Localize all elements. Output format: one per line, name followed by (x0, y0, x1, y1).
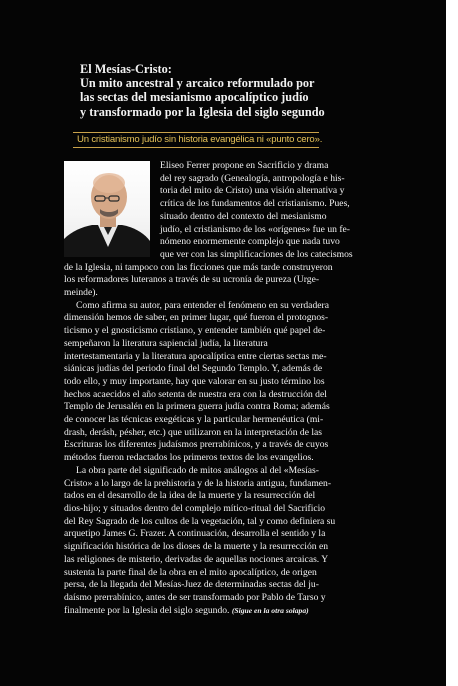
text-line: toria del mito de Cristo) una visión alternativa y (160, 185, 345, 197)
text-line: que ver con las simplificaciones de los catecismos (160, 248, 353, 260)
title-line: El Mesías-Cristo: (80, 62, 172, 76)
text-line: intertestamentaria y la literatura apocalíptica entre ciertas sectas me- (64, 350, 327, 362)
text-line: nómeno enormemente complejo que nada tuvo (160, 236, 340, 248)
text-line: daísmo prerrabínico, antes de ser transformado por Pablo de Tarso y (64, 591, 326, 603)
text-line: Eliseo Ferrer propone en Sacrificio y drama (160, 160, 329, 171)
text-line-content: finalmente por la Iglesia del siglo segundo. (64, 604, 230, 616)
paragraph-2 (64, 300, 351, 465)
title-line: y transformado por la Iglesia del siglo segundo (80, 104, 325, 119)
text-line: significación histórica de los dioses de la muerte y la resurrección en (64, 541, 329, 553)
text-line: persa, de la llegada del Mesías-Juez de determinadas sectas del ju- (64, 579, 319, 591)
text-line: Como afirma su autor, para entender el fenómeno en su verdadera (76, 299, 329, 311)
text-line: del rey sagrado (Genealogía, antropología e his- (160, 172, 345, 184)
title-line: las sectas del mesianismo apocalíptico judío (80, 90, 309, 105)
subtitle-rule-bottom (73, 147, 319, 148)
title-line: Un mito ancestral y arcaico reformulado por (80, 76, 315, 91)
text-line: todo ello, y muy importante, hay que valorar en su justo término los (64, 375, 325, 387)
text-line: situado dentro del contexto del mesianismo (160, 210, 327, 222)
subtitle: Un cristianismo judío sin historia evangélica ni «punto cero». (77, 134, 323, 145)
text-line: tados en el desarrollo de la idea de la muerte y la resurrección del (64, 490, 316, 502)
synopsis-text (64, 160, 351, 617)
text-line: de la Iglesia, ni tampoco con las ficciones que más tarde construyeron (64, 261, 333, 273)
paragraph-3 (64, 465, 351, 617)
paragraph-1 (64, 160, 351, 300)
text-line: crítica de los fundamentos del cristianismo. Pues, (160, 198, 350, 210)
text-line: dimensión hemos de saber, en primer lugar, qué fueron el protognos- (64, 312, 329, 324)
text-line: del Rey Sagrado de los cultos de la vegetación, tal y como definiera su (64, 515, 336, 527)
text-line: dios-hijo; y situados dentro del complejo mítico-ritual del Sacrificio (64, 502, 326, 514)
text-line: Escrituras los diferentes judaísmos prerrabínicos, y a través de cuyos (64, 439, 329, 451)
text-line: sustenta la parte final de la obra en el mito apocalíptico, de origen (64, 566, 317, 578)
text-line: de conocer las técnicas exegéticas y la particular hermenéutica (mi- (64, 414, 324, 426)
text-line: sempeñaron la literatura sapiencial judía, la literatura (64, 337, 268, 349)
text-line: judío, el cristianismo de los «orígenes» fue un fe- (160, 223, 350, 235)
continuation-note: (Sigue en la otra solapa) (231, 605, 309, 615)
text-line (64, 605, 351, 618)
text-line: siánicas judías del periodo final del Segundo Templo. Y, además de (64, 363, 323, 375)
text-line: las religiones de misterio, derivadas de aquellas nociones arcaicas. Y (64, 553, 329, 565)
book-title (80, 62, 380, 119)
page-edge (446, 0, 458, 686)
text-line: arquetipo James G. Frazer. A continuación, desarrolla el sentido y la (64, 528, 326, 540)
text-line: Cristo» a lo largo de la prehistoria y de la historia antigua, fundamen- (64, 477, 332, 489)
text-line: ticismo y el gnosticismo cristiano, y entender también qué papel de- (64, 325, 326, 337)
text-line: métodos fueron redactados los primeros textos de los evangelios. (64, 452, 314, 464)
text-line: Templo de Jerusalén en la primera guerra judía contra Roma; además (64, 401, 330, 413)
text-line: los reformadores luteranos a través de su ucronía de pureza (Urge- (64, 274, 320, 286)
text-line: hechos acaecidos el año setenta de nuestra era con la destrucción del (64, 388, 327, 400)
text-line: drash, derásh, pésher, etc.) que utilizaron en la interpretación de las (64, 426, 323, 438)
text-line: meinde). (64, 287, 98, 299)
text-line: La obra parte del significado de mitos análogos al del «Mesías- (76, 464, 319, 476)
